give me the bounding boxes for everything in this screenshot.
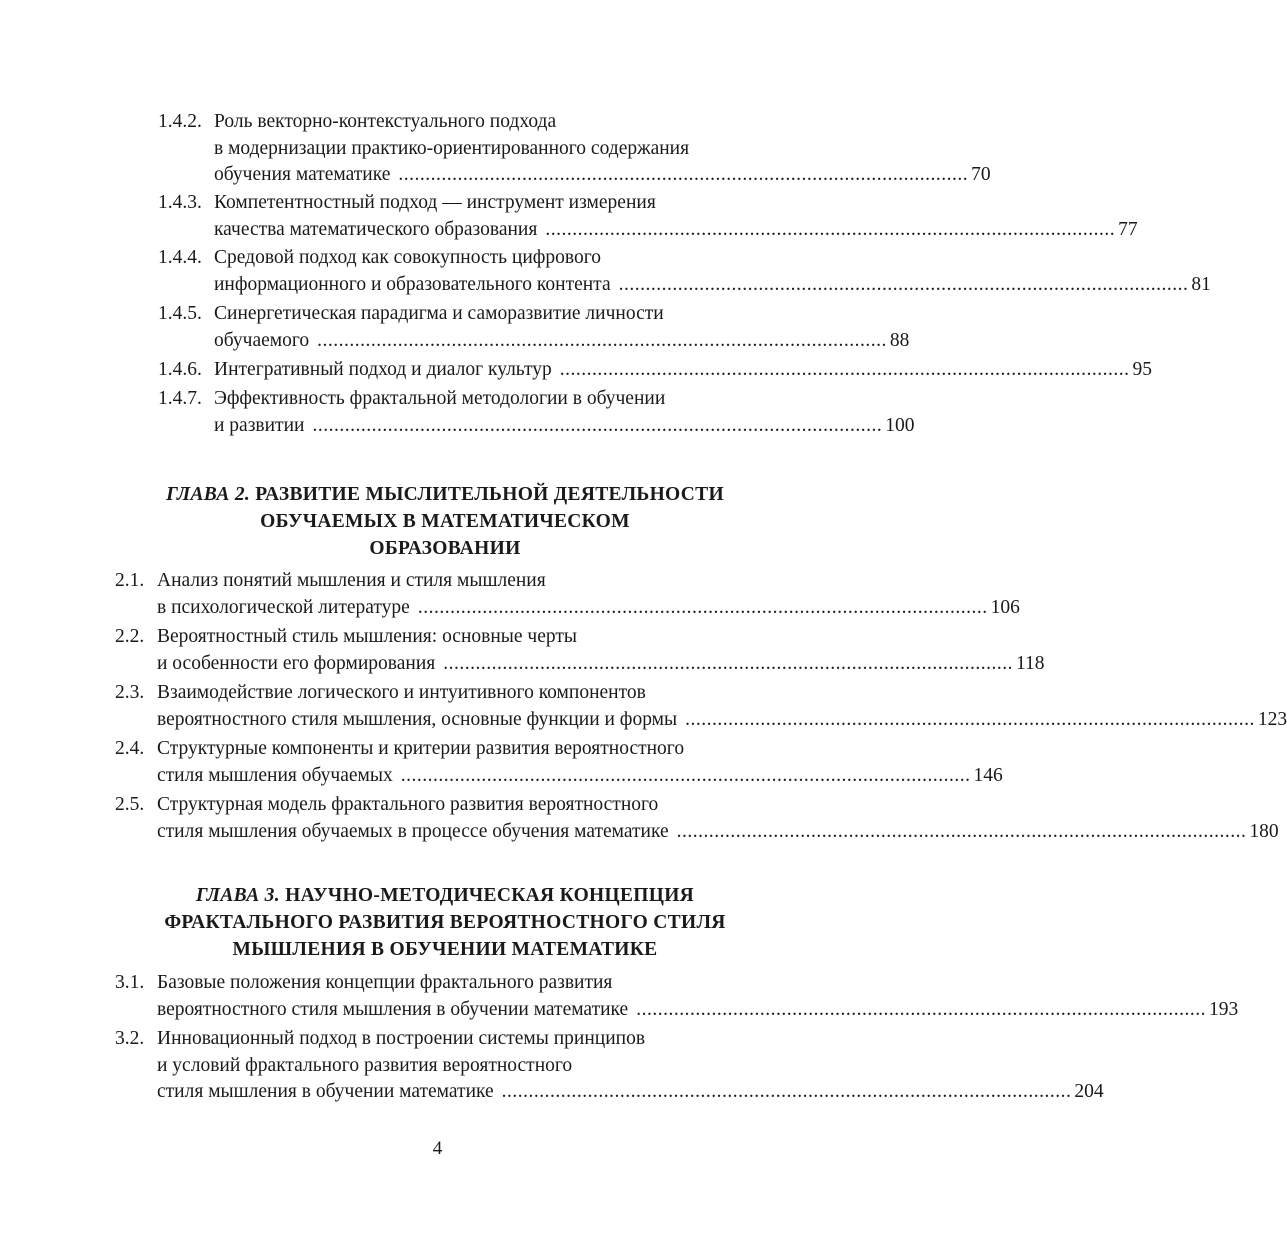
entry-page-number: 180 — [1249, 820, 1279, 842]
chapter-title-line: МЫШЛЕНИЯ В ОБУЧЕНИИ МАТЕМАТИКЕ — [232, 939, 658, 960]
entry-page-number: 106 — [990, 596, 1020, 618]
entry-page-number: 100 — [885, 414, 915, 436]
dot-leader: .......................................................................................................... — [685, 708, 1255, 730]
entry-number: 1.4.2. — [158, 111, 202, 132]
entry-title-line: и условий фрактального развития вероятностного — [157, 1054, 573, 1076]
entry-title-line: Структурная модель фрактального развития вероятностного — [157, 794, 659, 815]
entry-number: 2.5. — [115, 794, 145, 815]
entry-title-last-line: стиля мышления обучаемых в процессе обучения математике — [157, 820, 669, 842]
entry-page-number: 204 — [1074, 1081, 1104, 1102]
toc-entry-2-2[interactable] — [115, 624, 1045, 677]
chapter-title-line: РАЗВИТИЕ МЫСЛИТЕЛЬНОЙ ДЕЯТЕЛЬНОСТИ — [255, 484, 724, 505]
entry-title-last-line: Интегративный подход и диалог культур — [214, 359, 552, 380]
toc-entry-1-4-3[interactable] — [158, 190, 1138, 243]
chapter-heading-line — [90, 481, 800, 508]
toc-entry-1-4-6[interactable] — [158, 357, 1152, 384]
dot-leader: .......................................................................................................... — [636, 998, 1206, 1020]
chapter-label: ГЛАВА 2. — [166, 484, 251, 505]
dot-leader: .......................................................................................................... — [676, 820, 1247, 842]
entry-title-last-line: обучения математике — [214, 164, 391, 185]
entry-page-number: 95 — [1132, 359, 1152, 380]
toc-entry-3-1[interactable] — [115, 970, 1239, 1023]
entry-title-last-line: и развитии — [214, 414, 305, 436]
entry-title-last-line: качества математического образования — [214, 218, 538, 240]
entry-title-line: Вероятностный стиль мышления: основные черты — [157, 626, 577, 647]
entry-number: 1.4.6. — [158, 359, 202, 380]
chapter-title-line: ОБРАЗОВАНИИ — [369, 538, 521, 559]
entry-page-number: 146 — [973, 764, 1003, 786]
toc-entry-1-4-5[interactable] — [158, 301, 910, 354]
entry-page-number: 123 — [1257, 708, 1287, 730]
entry-title-line: Инновационный подход в построении системы принципов — [157, 1028, 646, 1049]
dot-leader: .......................................................................................................... — [417, 596, 988, 618]
chapter-title-line: ФРАКТАЛЬНОГО РАЗВИТИЯ ВЕРОЯТНОСТНОГО СТИЛЯ — [164, 912, 726, 933]
dot-leader: .......................................................................................................... — [501, 1081, 1072, 1102]
entry-number: 3.2. — [115, 1028, 145, 1049]
dot-leader: .......................................................................................................... — [317, 329, 887, 351]
toc-entry-2-5[interactable] — [115, 792, 1279, 845]
page-number: 4 — [432, 1138, 443, 1159]
entry-title-last-line: вероятностного стиля мышления в обучении математике — [157, 998, 629, 1020]
dot-leader: .......................................................................................................... — [400, 764, 971, 786]
entry-title-line: Синергетическая парадигма и саморазвитие личности — [214, 303, 664, 324]
entry-number: 3.1. — [115, 972, 145, 993]
dot-leader: .......................................................................................................... — [545, 218, 1116, 240]
entry-number: 1.4.7. — [158, 388, 202, 409]
dot-leader: .......................................................................................................... — [398, 164, 969, 185]
entry-number: 1.4.4. — [158, 247, 202, 268]
entry-title-line: Анализ понятий мышления и стиля мышления — [157, 570, 546, 591]
entry-number: 2.2. — [115, 626, 145, 647]
entry-number: 2.1. — [115, 570, 145, 591]
entry-page-number: 77 — [1118, 218, 1138, 240]
entry-title-line: Базовые положения концепции фрактального развития — [157, 972, 613, 993]
entry-title-line: Взаимодействие логического и интуитивного компонентов — [157, 682, 646, 703]
dot-leader: .......................................................................................................... — [618, 273, 1189, 295]
toc-entry-3-2[interactable] — [115, 1026, 1104, 1106]
toc-entry-1-4-7[interactable] — [158, 386, 915, 439]
entry-title-line: Роль векторно-контекстуального подхода — [214, 111, 557, 132]
toc-entry-1-4-2[interactable] — [158, 109, 991, 189]
entry-number: 1.4.5. — [158, 303, 202, 324]
entry-title-line: в модернизации практико-ориентированного содержания — [214, 137, 690, 159]
entry-title-line: Компетентностный подход — инструмент измерения — [214, 192, 656, 213]
chapter-3-heading — [90, 882, 800, 963]
entry-title-last-line: обучаемого — [214, 329, 310, 351]
chapter-title-line: НАУЧНО-МЕТОДИЧЕСКАЯ КОНЦЕПЦИЯ — [285, 885, 695, 906]
toc-entry-1-4-4[interactable] — [158, 245, 1211, 298]
toc-entry-2-1[interactable] — [115, 568, 1020, 621]
dot-leader: .......................................................................................................... — [559, 359, 1130, 380]
entry-title-line: Средовой подход как совокупность цифрового — [214, 247, 602, 268]
entry-number: 2.4. — [115, 738, 145, 759]
entry-title-last-line: в психологической литературе — [157, 596, 410, 618]
entry-title-last-line: информационного и образовательного контента — [214, 273, 611, 295]
chapter-heading-line — [90, 882, 800, 909]
entry-page-number: 81 — [1191, 273, 1211, 295]
chapter-2-heading — [90, 481, 800, 562]
entry-title-last-line: стиля мышления обучаемых — [157, 764, 393, 786]
entry-title-last-line: вероятностного стиля мышления, основные функции и формы — [157, 708, 678, 730]
entry-title-last-line: стиля мышления в обучении математике — [157, 1081, 494, 1102]
chapter-label: ГЛАВА 3. — [195, 885, 280, 906]
entry-title-line: Эффективность фрактальной методологии в обучении — [214, 388, 666, 409]
entry-page-number: 193 — [1208, 998, 1239, 1020]
entry-page-number: 70 — [971, 164, 991, 185]
entry-title-line: Структурные компоненты и критерии развития вероятностного — [157, 738, 685, 759]
entry-number: 2.3. — [115, 682, 145, 703]
entry-page-number: 88 — [889, 329, 910, 351]
chapter-title-line: ОБУЧАЕМЫХ В МАТЕМАТИЧЕСКОМ — [260, 511, 630, 532]
entry-title-last-line: и особенности его формирования — [157, 652, 436, 674]
toc-entry-2-4[interactable] — [115, 736, 1003, 789]
toc-entry-2-3[interactable] — [115, 680, 1287, 733]
dot-leader: .......................................................................................................... — [443, 652, 1013, 674]
entry-number: 1.4.3. — [158, 192, 202, 213]
dot-leader: .......................................................................................................... — [312, 414, 883, 436]
entry-page-number: 118 — [1015, 652, 1045, 674]
